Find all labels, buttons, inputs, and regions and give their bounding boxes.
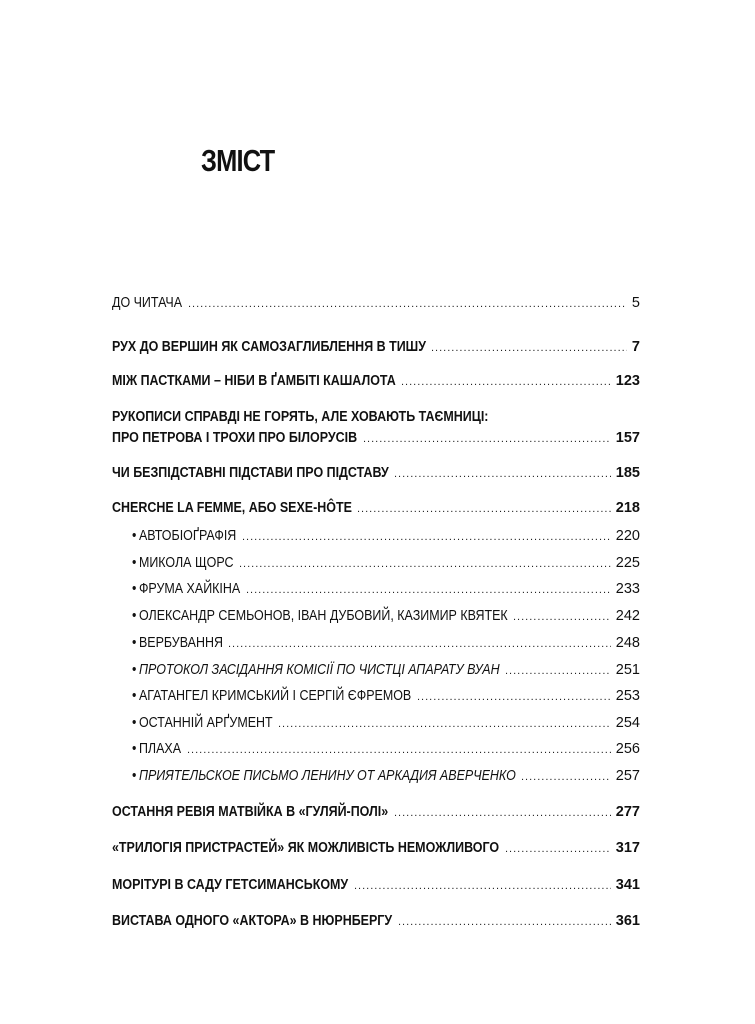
toc-subentry xyxy=(132,634,640,653)
toc-entry-label: ОЛЕКСАНДР СЕМЬОНОВ, ІВАН ДУБОВИЙ, КАЗИМИР КВЯТЕК xyxy=(138,608,508,624)
toc-entry-page: 7 xyxy=(631,339,640,355)
dot-leader xyxy=(357,500,611,518)
dot-leader xyxy=(354,877,611,895)
dot-leader xyxy=(188,295,627,313)
dot-leader xyxy=(401,373,611,391)
toc-entry xyxy=(112,464,640,483)
dot-leader xyxy=(278,715,611,733)
toc-subentry xyxy=(132,527,640,546)
toc-entry-page: 242 xyxy=(615,608,640,624)
toc-subentry xyxy=(132,767,640,786)
toc-entry-page: 225 xyxy=(615,555,640,571)
bullet: • xyxy=(132,555,137,571)
toc-entry-page: 185 xyxy=(615,465,640,481)
dot-leader xyxy=(521,768,611,786)
toc-subentry xyxy=(132,687,640,706)
toc-subentry xyxy=(132,740,640,759)
toc-entry xyxy=(112,429,640,448)
toc-entry-label: «ТРИЛОГІЯ ПРИСТРАСТЕЙ» ЯК МОЖЛИВІСТЬ НЕМОЖЛИВОГО xyxy=(112,840,500,856)
toc-entry-page: 253 xyxy=(615,688,640,704)
bullet: • xyxy=(132,608,137,624)
toc-entry-label: ДО ЧИТАЧА xyxy=(112,295,183,311)
toc-entry-page: 157 xyxy=(615,430,640,446)
dot-leader xyxy=(394,465,611,483)
toc-entry-label: ПРИЯТЕЛЬСКОЕ ПИСЬМО ЛЕНИНУ ОТ АРКАДИЯ АВЕРЧЕНКО xyxy=(138,768,516,784)
toc-entry xyxy=(112,803,640,822)
toc-entry-label: ОСТАННЯ РЕВІЯ МАТВІЙКА В «ГУЛЯЙ-ПОЛІ» xyxy=(112,804,389,820)
bullet: • xyxy=(132,741,137,757)
toc-entry-label: АВТОБІОҐРАФІЯ xyxy=(138,528,237,544)
bullet: • xyxy=(132,768,137,784)
toc-entry-label: ЧИ БЕЗПІДСТАВНІ ПІДСТАВИ ПРО ПІДСТАВУ xyxy=(112,465,389,481)
toc-subentry xyxy=(132,607,640,626)
toc-entry-page: 248 xyxy=(615,635,640,651)
toc-entry-page: 341 xyxy=(615,877,640,893)
toc-entry-page: 233 xyxy=(615,581,640,597)
toc-subentry xyxy=(132,554,640,573)
toc-subentry xyxy=(132,580,640,599)
bullet: • xyxy=(132,635,137,651)
toc-subentry xyxy=(132,714,640,733)
dot-leader xyxy=(246,581,611,599)
toc-entry-label: ВИСТАВА ОДНОГО «АКТОРА» В НЮРНБЕРГУ xyxy=(112,913,393,929)
toc-entry-label: ПРО ПЕТРОВА І ТРОХИ ПРО БІЛОРУСІВ xyxy=(112,430,358,446)
bullet: • xyxy=(132,662,137,678)
bullet: • xyxy=(132,715,137,731)
toc-entry xyxy=(112,372,640,391)
toc-entry-page: 218 xyxy=(615,500,640,516)
toc-entry-page: 317 xyxy=(615,840,640,856)
toc-entry-page: 220 xyxy=(615,528,640,544)
toc-entry xyxy=(112,912,640,931)
dot-leader xyxy=(513,608,611,626)
toc-entry-page: 254 xyxy=(615,715,640,731)
toc-entry xyxy=(112,499,640,518)
dot-leader xyxy=(505,840,611,858)
toc-entry-label: ОСТАННІЙ АРҐУМЕНТ xyxy=(138,715,273,731)
toc-entry-label: ВЕРБУВАННЯ xyxy=(138,635,223,651)
toc-entry-label-line1: РУКОПИСИ СПРАВДІ НЕ ГОРЯТЬ, АЛЕ ХОВАЮТЬ ТАЄМНИЦІ: xyxy=(112,409,489,425)
toc-entry-label: ПЛАХА xyxy=(138,741,182,757)
page-title: ЗМІСТ xyxy=(201,143,275,178)
toc-entry-page: 277 xyxy=(615,804,640,820)
dot-leader xyxy=(363,430,611,448)
toc-entry-label: МОРІТУРІ В САДУ ГЕТСИМАНСЬКОМУ xyxy=(112,877,349,893)
toc-entry-label: ФРУМА ХАЙКІНА xyxy=(138,581,241,597)
toc-entry-page: 251 xyxy=(615,662,640,678)
toc-entry-page: 123 xyxy=(615,373,640,389)
toc-entry-label: РУХ ДО ВЕРШИН ЯК САМОЗАГЛИБЛЕННЯ В ТИШУ xyxy=(112,339,426,355)
toc-entry-label: МІЖ ПАСТКАМИ – НІБИ В ҐАМБІТІ КАШАЛОТА xyxy=(112,373,396,389)
dot-leader xyxy=(187,741,611,759)
dot-leader xyxy=(431,339,627,357)
dot-leader xyxy=(394,804,611,822)
dot-leader xyxy=(417,688,611,706)
toc-entry-label: ПРОТОКОЛ ЗАСІДАННЯ КОМІСІЇ ПО ЧИСТЦІ АПАРАТУ ВУАН xyxy=(138,662,500,678)
bullet: • xyxy=(132,688,137,704)
toc-entry-label: CHERCHE LA FEMME, АБО SEXE-HÔTE xyxy=(112,500,352,516)
toc-entry xyxy=(112,294,640,313)
dot-leader xyxy=(398,913,611,931)
toc-entry-page: 361 xyxy=(615,913,640,929)
toc-entry xyxy=(112,876,640,895)
bullet: • xyxy=(132,581,137,597)
dot-leader xyxy=(505,662,611,680)
bullet: • xyxy=(132,528,137,544)
toc-entry xyxy=(112,839,640,858)
toc-entry-page: 5 xyxy=(631,295,640,311)
toc-entry-page: 257 xyxy=(615,768,640,784)
dot-leader xyxy=(228,635,611,653)
dot-leader xyxy=(242,528,611,546)
toc-entry xyxy=(112,338,640,357)
toc-entry-page: 256 xyxy=(615,741,640,757)
toc-entry-label: АГАТАНГЕЛ КРИМСЬКИЙ І СЕРГІЙ ЄФРЕМОВ xyxy=(138,688,412,704)
toc-subentry xyxy=(132,661,640,680)
dot-leader xyxy=(239,555,611,573)
toc-entry-label: МИКОЛА ЩОРС xyxy=(138,555,234,571)
